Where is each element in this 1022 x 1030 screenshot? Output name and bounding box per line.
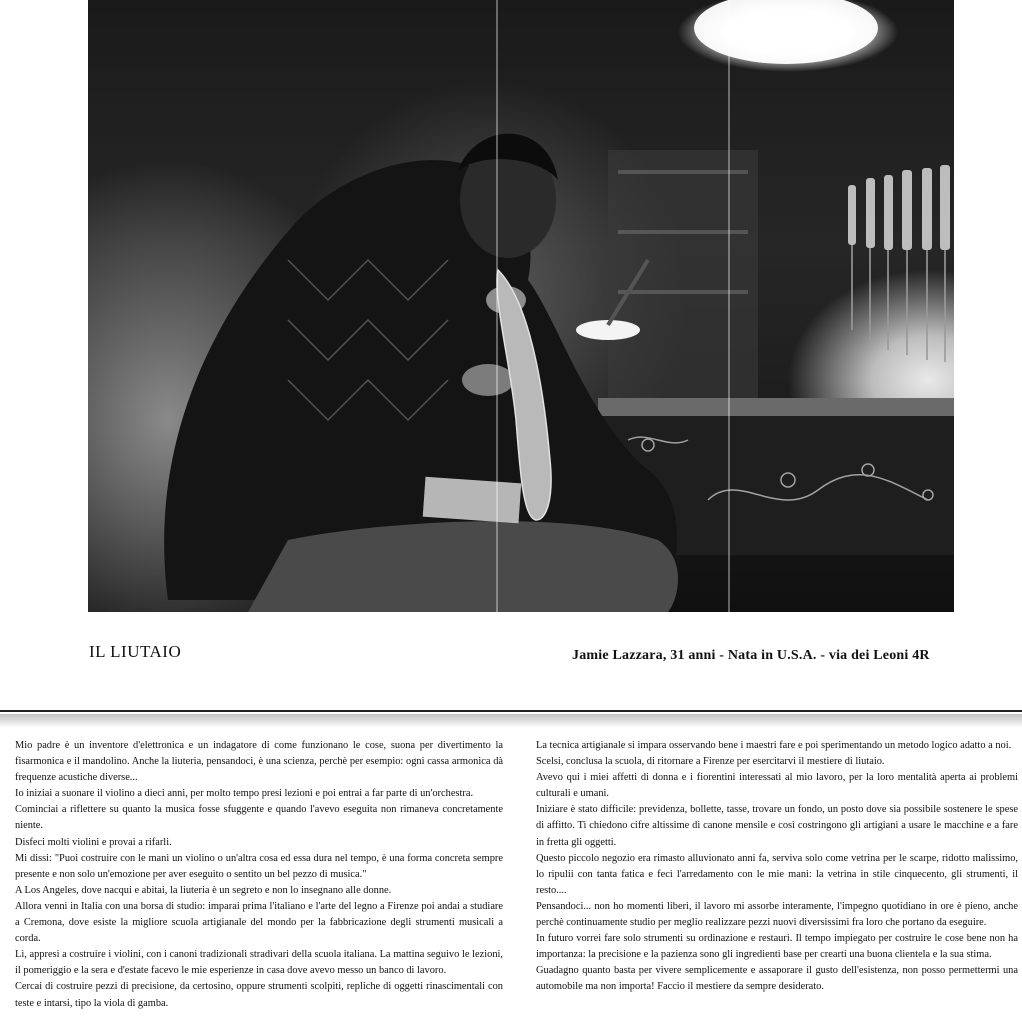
- divider-rule: [0, 710, 1022, 712]
- article-byline: Jamie Lazzara, 31 anni - Nata in U.S.A. - via dei Leoni 4R: [572, 648, 930, 663]
- paragraph: Disfeci molti violini e provai a rifarli.: [15, 836, 172, 848]
- paragraph: Scelsi, conclusa la scuola, di ritornare a Firenze per esercitarvi il mestiere di liutaio.: [536, 756, 885, 768]
- paragraph: Pensandoci... non ho momenti liberi, il lavoro mi assorbe interamente, l'impegno quotidiano in ore è pieno, anche perchè continuamente studio per meglio realizzare pezzi nuovi diversissimi fra loro che portano da eseguire.: [536, 900, 1018, 929]
- paragraph: Avevo qui i miei affetti di donna e i fiorentini interessati al mio lavoro, per la loro mentalità aperta ai problemi culturali e umani.: [536, 772, 1018, 800]
- paragraph: A Los Angeles, dove nacqui e abitai, la liuteria è un segreto e non lo insegnano alle donne.: [15, 884, 392, 896]
- paragraph: Mi dissi: "Puoi costruire con le mani un violino o un'altra cosa ed essa dura nel tempo, è una forma concreta sempre presente e non solo un'emozione per aver eseguito o sentito un bel pezzo di musica.": [15, 852, 503, 880]
- paragraph: Guadagno quanto basta per vivere semplicemente e assaporare il gusto dell'esistenza, non posso permettermi una automobile ma non importa! Faccio il mestiere da sempre desiderato.: [536, 965, 1018, 993]
- paragraph: Questo piccolo negozio era rimasto alluvionato anni fa, serviva solo come vetrina per le scarpe, ridotto malissimo, lo ripulii con tanta fatica e feci l'arredamento con le mie mani: la vetrina in stile cinquecento, gli strumenti, il resto....: [536, 852, 1018, 896]
- divider-shadow: [0, 714, 1022, 728]
- paragraph: Io iniziai a suonare il violino a dieci anni, per molto tempo presi lezioni e poi entrai a far parte di un'orchestra.: [15, 788, 474, 800]
- article-title: IL LIUTAIO: [89, 642, 182, 661]
- paragraph: La tecnica artigianale si impara osservando bene i maestri fare e poi sperimentando un metodo logico adatto a noi.: [536, 740, 1012, 751]
- right-text-column: [536, 738, 1018, 996]
- paragraph: Iniziare è stato difficile: previdenza, bollette, tasse, trovare un fondo, un posto dove sia possibile sostenere le spese di affitto. Ti chiedono cifre altissime di canone mensile e così costringono gli artigiani a usare le macchine e a fare in fretta gli oggetti.: [536, 804, 1018, 848]
- paragraph: Cominciai a riflettere su quanto la musica fosse sfuggente e quando l'avevo eseguita non rimaneva concretamente niente.: [15, 804, 503, 832]
- left-text-column: [15, 738, 503, 1012]
- luthier-photo: [88, 0, 954, 612]
- paragraph: In futuro vorrei fare solo strumenti su ordinazione e restauri. Il tempo impiegato per costruire le cose bene non ha importanza: la precisione e la pazienza sono gli ingredienti base per crearti una buona clientela e la sua stima.: [536, 933, 1018, 961]
- paragraph: Mio padre è un inventore d'elettronica e un indagatore di come funzionano le cose, suona per divertimento la fisarmonica e il mandolino. Anche la liuteria, pensandoci, è una scienza, perchè per esempio: ogni cassa armonica dà frequenze acustiche diverse...: [15, 740, 503, 784]
- photo-luthier-icon: [88, 0, 954, 612]
- paragraph: Cercai di costruire pezzi di precisione, da certosino, oppure strumenti scolpiti, repliche di oggetti rinascimentali con teste e intarsi, tipo la viola di gamba.: [15, 981, 503, 1009]
- paragraph: Lì, appresi a costruire i violini, con i canoni tradizionali stradivari della scuola italiana. La mattina seguivo le lezioni, il pomeriggio e la sera e d'estate facevo le mie esperienze in casa dove avevo messo un banco di lavoro.: [15, 949, 503, 977]
- paragraph: Allora venni in Italia con una borsa di studio: imparai prima l'italiano e l'arte del legno a Firenze poi andai a studiare a Cremona, dove esiste la migliore scuola artigianale del mondo per la fabbricazione degli strumenti musicali a corda.: [15, 900, 503, 945]
